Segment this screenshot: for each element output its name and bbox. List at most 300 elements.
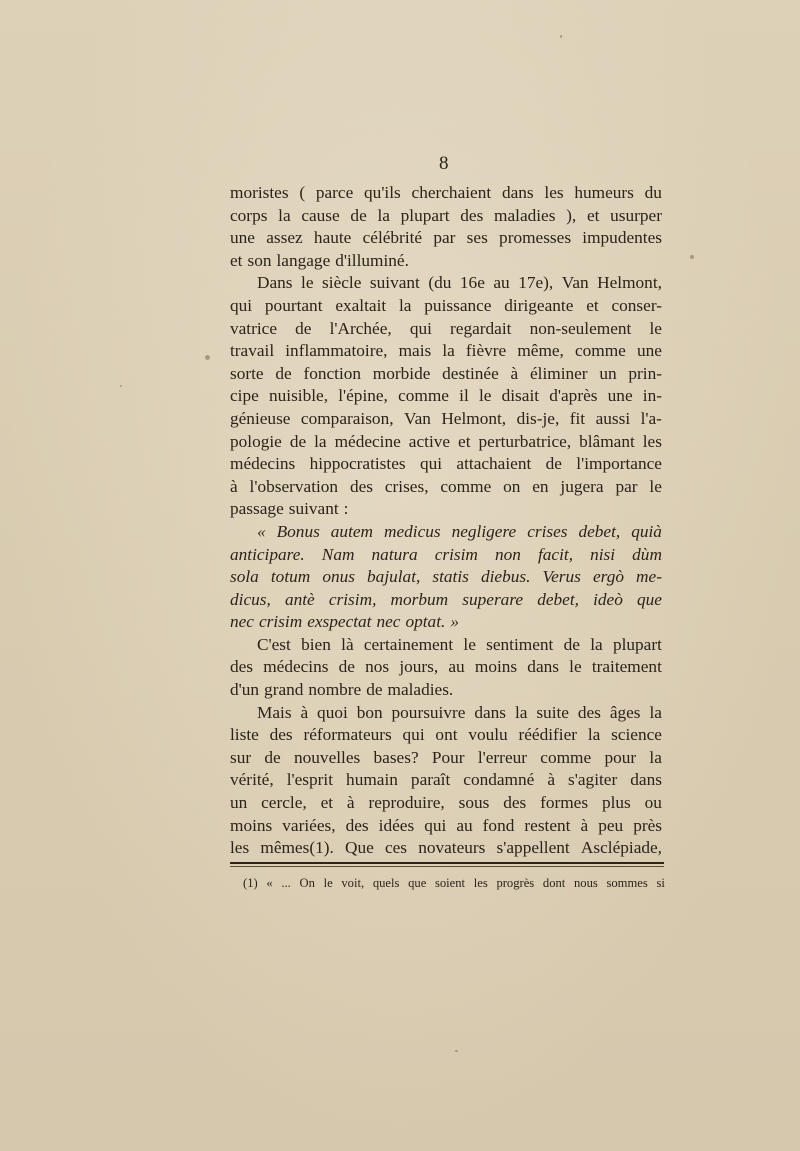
word: de (563, 634, 580, 654)
word: mais (398, 341, 432, 361)
text-line (230, 747, 662, 770)
text-line (230, 363, 662, 386)
word: « (257, 521, 266, 541)
text-line (230, 544, 662, 567)
word: plus (601, 793, 631, 813)
word: une (607, 386, 633, 406)
word: corps (230, 205, 268, 225)
word: réédifier (518, 725, 578, 745)
word: à (230, 476, 238, 496)
word: certainement (363, 634, 454, 654)
word: plupart (400, 205, 450, 225)
word: idées (378, 815, 415, 835)
word: diebus. (480, 567, 531, 587)
word: assez (266, 228, 303, 248)
text-line (230, 318, 662, 341)
word: nisi (590, 544, 616, 564)
word: célébrité (362, 228, 423, 248)
word: des (349, 476, 373, 496)
word: suivant (288, 499, 339, 519)
word: ( (299, 183, 306, 202)
word: génieuse (230, 408, 291, 428)
footnote-word: soient (434, 876, 466, 890)
text-line (230, 589, 662, 612)
word: fièvre (465, 341, 507, 361)
word: et (586, 205, 600, 225)
word: fonction (303, 363, 362, 383)
word: humain (346, 770, 398, 790)
word: anticipare. (230, 544, 305, 564)
word: dirigeante (504, 295, 574, 315)
word: mêmes(1). (260, 838, 334, 858)
word: Helmont, (441, 408, 507, 428)
text-line (230, 566, 662, 589)
word: 17e), (518, 273, 554, 293)
word: exaltait (335, 295, 387, 315)
word: Dans (257, 273, 293, 293)
word: bon (356, 702, 383, 722)
word: peu (598, 815, 624, 835)
word: la (377, 205, 390, 225)
word: la (514, 702, 528, 722)
word: exspectat (307, 612, 372, 632)
word: Pour (431, 747, 465, 767)
word: même, (517, 341, 564, 361)
word: des (503, 793, 527, 813)
word: me- (636, 567, 662, 587)
word: de (264, 747, 281, 767)
word: des (460, 205, 484, 225)
word: travail (230, 341, 275, 361)
word: suivant (369, 273, 420, 293)
text-line (230, 385, 662, 408)
text-line (230, 340, 662, 363)
word: une (636, 341, 662, 361)
word: comparaison, (300, 408, 394, 428)
word: moins (230, 815, 273, 835)
word: de (289, 431, 307, 451)
word: optat. (405, 612, 446, 632)
word: ), (566, 205, 577, 225)
word: ergò (592, 567, 624, 587)
footnote-word: progrès (496, 876, 535, 890)
word: Que (344, 838, 374, 858)
word: qu'ils (364, 183, 401, 202)
word: d'après (549, 386, 598, 406)
word: l'épine, (338, 386, 388, 406)
word: disait (501, 386, 540, 406)
footnote-word: voit, (341, 876, 365, 890)
word: des (230, 657, 254, 677)
word: quià (631, 521, 662, 541)
word: novateurs (418, 838, 486, 858)
word: d'illuminé. (335, 250, 409, 270)
word: dùm (632, 544, 662, 564)
word: usurper (610, 205, 662, 225)
word: Helmont, (597, 273, 662, 293)
word: à (580, 815, 589, 835)
word: bases? (373, 747, 419, 767)
word: restent (524, 815, 571, 835)
word: et (586, 295, 599, 315)
footnote-rule-thin (230, 866, 664, 867)
word: il (459, 386, 469, 406)
word: les (544, 183, 564, 202)
word: là (341, 634, 354, 654)
word: les (230, 838, 250, 858)
word: maladies. (387, 680, 454, 700)
word: suite (536, 702, 569, 722)
word: haute (313, 228, 352, 248)
word: vérité, (230, 770, 274, 790)
word: le (301, 273, 314, 293)
word: maladies (494, 205, 556, 225)
word: la (649, 702, 662, 722)
ink-speck (455, 1050, 458, 1052)
word: crises, (384, 476, 429, 496)
word: l'erreur (477, 747, 528, 767)
word: » (450, 612, 459, 632)
word: Van (561, 273, 589, 293)
word: attachaient (456, 454, 532, 474)
footnote-word: que (408, 876, 427, 890)
text-line (230, 431, 662, 454)
word: nuisible, (268, 386, 329, 406)
word: (du (428, 273, 452, 293)
word: ces (384, 838, 408, 858)
word: superare (462, 589, 524, 609)
text-line (230, 408, 662, 431)
word: cause (301, 205, 340, 225)
word: blâmant (579, 431, 635, 451)
word: conser- (611, 295, 662, 315)
word: voulu (468, 725, 508, 745)
word: inflammatoire, (285, 341, 388, 361)
word: près (633, 815, 662, 835)
word: fond (482, 815, 515, 835)
word: Van (404, 408, 431, 428)
text-line (230, 476, 662, 499)
word: éliminer (529, 363, 588, 383)
word: des (269, 725, 293, 745)
footnote-word: On (299, 876, 315, 890)
text-line (230, 453, 662, 476)
text-line (230, 227, 662, 250)
word: dans (630, 770, 662, 790)
word: du (644, 183, 662, 202)
word: impudentes (582, 228, 662, 248)
word: aussi (595, 408, 631, 428)
text-line (230, 250, 662, 273)
word: sentiment (486, 634, 554, 654)
word: crisim (434, 544, 478, 564)
word: siècle (322, 273, 362, 293)
word: grand (264, 680, 304, 700)
word: âges (609, 702, 641, 722)
word: qui (424, 815, 447, 835)
word: nos (365, 657, 390, 677)
word: pour (604, 747, 637, 767)
word: dans (501, 183, 534, 202)
text-line (230, 724, 662, 747)
word: que (637, 589, 662, 609)
text-line (230, 837, 662, 860)
word: comme (540, 747, 592, 767)
word: médecins (263, 657, 329, 677)
word: variées, (282, 815, 336, 835)
word: à (547, 770, 556, 790)
word: perturbatrice, (478, 431, 572, 451)
word: bien (301, 634, 331, 654)
word: la (398, 295, 412, 315)
word: debet, (537, 589, 579, 609)
word: de (295, 318, 312, 338)
word: s'agiter (568, 770, 618, 790)
word: non-seulement (529, 318, 632, 338)
word: et (458, 431, 471, 451)
text-line (230, 702, 662, 725)
word: reproduire, (368, 793, 445, 813)
word: la (278, 205, 291, 225)
footnote (243, 875, 665, 891)
word: nec (376, 612, 401, 632)
word: qui (230, 295, 253, 315)
word: pologie (230, 431, 282, 451)
word: Bonus (276, 521, 320, 541)
word: le (478, 386, 492, 406)
word: promesses (499, 228, 572, 248)
word: debet, (578, 521, 621, 541)
footnote-word: les (473, 876, 488, 890)
footnote-word: quels (372, 876, 400, 890)
word: poursuivre (391, 702, 466, 722)
word: moristes (230, 183, 289, 202)
word: l'a- (640, 408, 662, 428)
text-line (230, 295, 662, 318)
word: hippocratistes (309, 454, 406, 474)
word: paraît (410, 770, 451, 790)
word: par (615, 476, 638, 496)
word: prin- (628, 363, 662, 383)
word: d'un (230, 680, 260, 700)
word: dans (474, 702, 507, 722)
word: la (314, 431, 327, 451)
word: ideò (593, 589, 623, 609)
word: sur (230, 747, 252, 767)
body-text (230, 182, 662, 860)
footnote-word: nous (573, 876, 598, 890)
word: l'importance (576, 454, 662, 474)
word: des (577, 702, 601, 722)
word: cercle, (261, 793, 307, 813)
word: et (230, 250, 243, 270)
text-line (230, 769, 662, 792)
word: de (275, 363, 292, 383)
word: antè (284, 589, 315, 609)
text-line (230, 498, 662, 521)
footnote-word: le (323, 876, 333, 890)
word: moins (474, 657, 518, 677)
word: l'esprit (286, 770, 334, 790)
word: sorte (230, 363, 264, 383)
word: natura (371, 544, 418, 564)
word: active (408, 431, 451, 451)
word: dis-je, (516, 408, 560, 428)
ink-speck (120, 385, 122, 387)
word: réformateurs (303, 725, 392, 745)
word: nouvelles (294, 747, 361, 767)
word: on (503, 476, 521, 496)
word: destinée (442, 363, 499, 383)
text-line (230, 521, 662, 544)
word: puissance (424, 295, 492, 315)
word: in- (642, 386, 662, 406)
word: liste (230, 725, 259, 745)
word: Mais (257, 702, 292, 722)
word: une (230, 228, 255, 248)
word: qui (419, 454, 443, 474)
word: : (343, 499, 349, 519)
text-line (230, 815, 662, 838)
word: science (611, 725, 662, 745)
word: cipe (230, 386, 259, 406)
word: fit (569, 408, 586, 428)
word: formes (540, 793, 589, 813)
word: humeurs (574, 183, 634, 202)
word: parce (315, 183, 354, 202)
word: plupart (612, 634, 662, 654)
text-line (230, 272, 662, 295)
word: l'observation (249, 476, 339, 496)
word: jugera (560, 476, 604, 496)
word: medicus (383, 521, 441, 541)
word: facit, (537, 544, 574, 564)
text-line (230, 792, 662, 815)
word: crises (527, 521, 568, 541)
word: quoi (317, 702, 348, 722)
word: autem (330, 521, 374, 541)
word: non (494, 544, 521, 564)
word: la (649, 747, 662, 767)
word: ont (435, 725, 458, 745)
word: 16e (459, 273, 485, 293)
word: s'appellent (496, 838, 570, 858)
word: morbum (390, 589, 449, 609)
text-line (230, 656, 662, 679)
word: de (545, 454, 562, 474)
word: à (300, 702, 309, 722)
word: sous (458, 793, 490, 813)
ink-speck (690, 255, 694, 259)
ink-speck (560, 35, 562, 38)
word: un (599, 363, 617, 383)
footnote-word: « (266, 876, 273, 890)
word: la (442, 341, 455, 361)
word: dicus, (230, 589, 271, 609)
word: des (345, 815, 369, 835)
word: jours, (399, 657, 439, 677)
word: nec (230, 612, 254, 632)
ink-speck (205, 355, 210, 360)
word: sola (230, 567, 259, 587)
word: cherchaient (411, 183, 492, 202)
word: à (346, 793, 355, 813)
word: le (649, 476, 662, 496)
word: crisim (258, 612, 303, 632)
word: les (642, 431, 662, 451)
word: comme (440, 476, 492, 496)
word: condamné (463, 770, 535, 790)
word: qui (409, 318, 432, 338)
word: la (587, 725, 601, 745)
word: negligere (451, 521, 517, 541)
footnote-word: si (656, 876, 665, 890)
word: son (247, 250, 272, 270)
word: vatrice (230, 318, 278, 338)
word: au (493, 273, 510, 293)
word: C'est (257, 634, 291, 654)
word: l'Archée, (329, 318, 392, 338)
footnote-word: dont (542, 876, 566, 890)
word: comme (398, 386, 449, 406)
word: en (532, 476, 549, 496)
footnote-rule (230, 862, 664, 864)
footnote-word: ... (281, 876, 291, 890)
word: Verus (542, 567, 581, 587)
word: regardait (450, 318, 512, 338)
page-number: 8 (439, 153, 449, 174)
word: langage (276, 250, 331, 270)
word: au (448, 657, 465, 677)
word: traitement (591, 657, 662, 677)
word: dans (527, 657, 559, 677)
word: médecins (230, 454, 296, 474)
word: à (510, 363, 519, 383)
word: comme (574, 341, 626, 361)
word: le (649, 318, 662, 338)
word: de (350, 205, 367, 225)
word: morbide (372, 363, 431, 383)
text-line (230, 205, 662, 228)
word: nombre (308, 680, 362, 700)
word: de (338, 657, 355, 677)
text-line (230, 611, 662, 634)
word: et (320, 793, 334, 813)
word: au (456, 815, 473, 835)
word: Asclépiade, (580, 838, 662, 858)
word: qui (402, 725, 425, 745)
word: statis (432, 567, 469, 587)
word: ou (644, 793, 662, 813)
word: bajulat, (367, 567, 421, 587)
footnote-word: (1) (243, 876, 258, 890)
word: passage (230, 499, 284, 519)
word: le (463, 634, 476, 654)
word: Nam (321, 544, 355, 564)
word: ses (466, 228, 488, 248)
word: onus (322, 567, 355, 587)
word: crisim, (328, 589, 377, 609)
word: le (569, 657, 582, 677)
text-line (230, 634, 662, 657)
word: par (433, 228, 456, 248)
word: pourtant (264, 295, 323, 315)
word: un (230, 793, 248, 813)
text-line (230, 679, 662, 702)
word: la (590, 634, 603, 654)
text-line (230, 182, 662, 205)
footnote-word: sommes (606, 876, 648, 890)
